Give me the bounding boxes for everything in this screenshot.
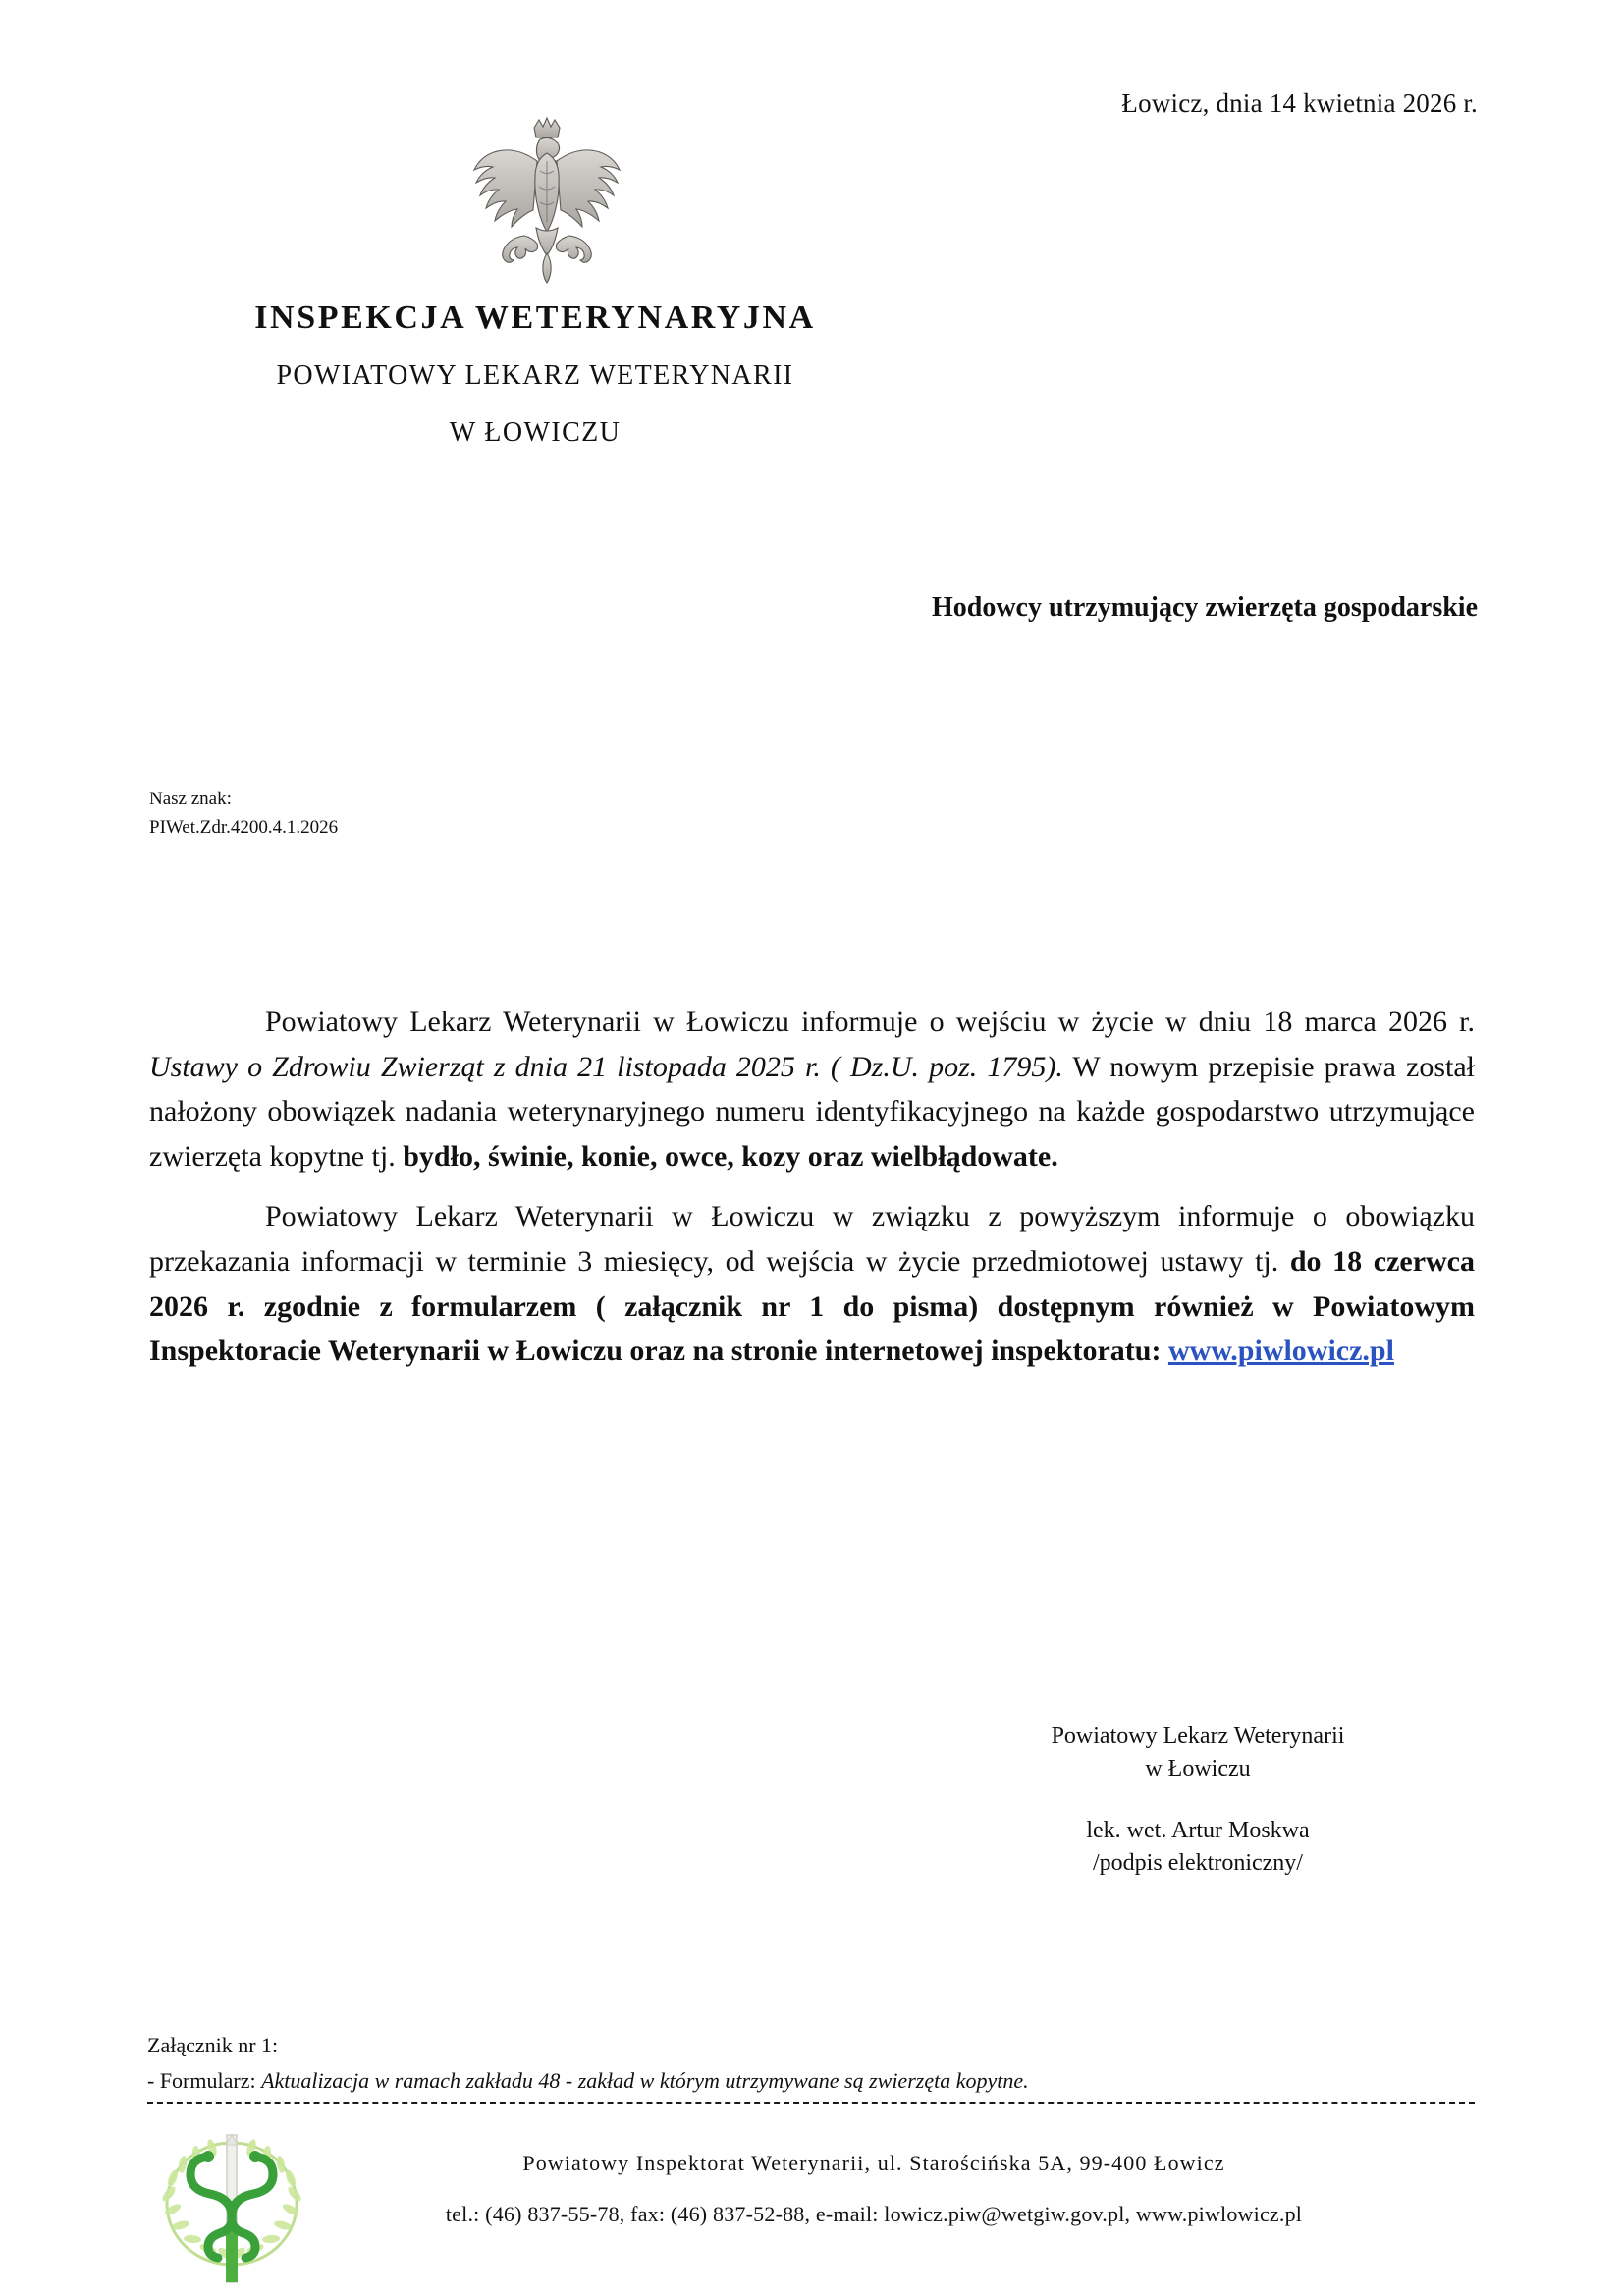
- inspectorate-website-link[interactable]: www.piwlowicz.pl: [1167, 1335, 1394, 1368]
- reference-number: PIWet.Zdr.4200.4.1.2026: [149, 816, 339, 838]
- letterhead-line-office: POWIATOWY LEKARZ WETERYNARII: [276, 360, 794, 391]
- letterhead: [147, 300, 923, 449]
- body-paragraph-1: [149, 1000, 1475, 1178]
- footer-divider: [147, 2102, 1475, 2104]
- p2-deadline: do 18 czerwca 2026 r. zgodnie z formularzem ( załącznik nr 1 do pisma) dostępnym również w Powiatowym Inspektoracie Weterynarii w Łowiczu oraz na stronie internetowej inspektoratu:: [149, 1244, 1475, 1368]
- signature-spacer: [1001, 1785, 1394, 1815]
- addressee-line: Hodowcy utrzymujący zwierzęta gospodarskie: [931, 592, 1478, 623]
- date-line: Łowicz, dnia 14 kwietnia 2026 r.: [1121, 88, 1478, 118]
- polish-eagle-emblem: [454, 110, 640, 287]
- letterhead-line-institution: INSPEKCJA WETERYNARYJNA: [254, 300, 816, 336]
- signature-block: [1001, 1721, 1394, 1880]
- caduceus-wreath-logo: [143, 2133, 320, 2288]
- body-paragraph-2: [149, 1194, 1475, 1373]
- signature-title-line1: Powiatowy Lekarz Weterynarii: [1051, 1723, 1345, 1749]
- attachment-block: [147, 2028, 1463, 2100]
- reference-block: [149, 786, 338, 842]
- signature-title-line2: w Łowiczu: [1145, 1756, 1251, 1782]
- p1-law-reference: Ustawy o Zdrowiu Zwierząt z dnia 21 listopada 2025 r. ( Dz.U. poz. 1795).: [149, 1050, 1063, 1083]
- attachment-form-title: Aktualizacja w ramach zakładu 48 - zakład w którym utrzymywane są zwierzęta kopytne.: [261, 2068, 1029, 2094]
- footer-address: Powiatowy Inspektorat Weterynarii, ul. Starościńska 5A, 99-400 Łowicz: [522, 2151, 1225, 2175]
- footer-contact-details: tel.: (46) 837-55-78, fax: (46) 837-52-88, e-mail: lowicz.piw@wetgiw.gov.pl, www.piwlowicz.pl: [445, 2202, 1303, 2227]
- reference-label: Nasz znak:: [149, 789, 232, 809]
- signature-electronic-note: /podpis elektroniczny/: [1093, 1850, 1303, 1877]
- p1-seg3: W nowym przepisie prawa został nałożony obowiązek nadania weterynaryjnego numeru identyfikacyjnego na każde gospodarstwo utrzymujące zwierzęta kopytne tj.: [149, 1050, 1475, 1173]
- attachment-heading: Załącznik nr 1:: [147, 2033, 279, 2057]
- footer-contact-block: [324, 2151, 1424, 2228]
- letterhead-line-city: W ŁOWICZU: [449, 417, 622, 448]
- p1-seg1: Powiatowy Lekarz Weterynarii w Łowiczu informuje o wejściu w życie w dniu 18 marca 2026 r.: [265, 1006, 1475, 1038]
- p1-animal-list: bydło, świnie, konie, owce, kozy oraz wielbłądowate.: [403, 1139, 1058, 1173]
- attachment-item: [147, 2063, 1463, 2099]
- letter-body: [149, 1000, 1475, 1374]
- p2-seg1: Powiatowy Lekarz Weterynarii w Łowiczu w związku z powyższym informuje o obowiązku przekazania informacji w terminie 3 miesięcy, od wejścia w życie przedmiotowej ustawy tj.: [149, 1200, 1475, 1278]
- attachment-prefix: - Formularz:: [147, 2068, 262, 2094]
- signature-name: lek. wet. Artur Moskwa: [1086, 1818, 1310, 1844]
